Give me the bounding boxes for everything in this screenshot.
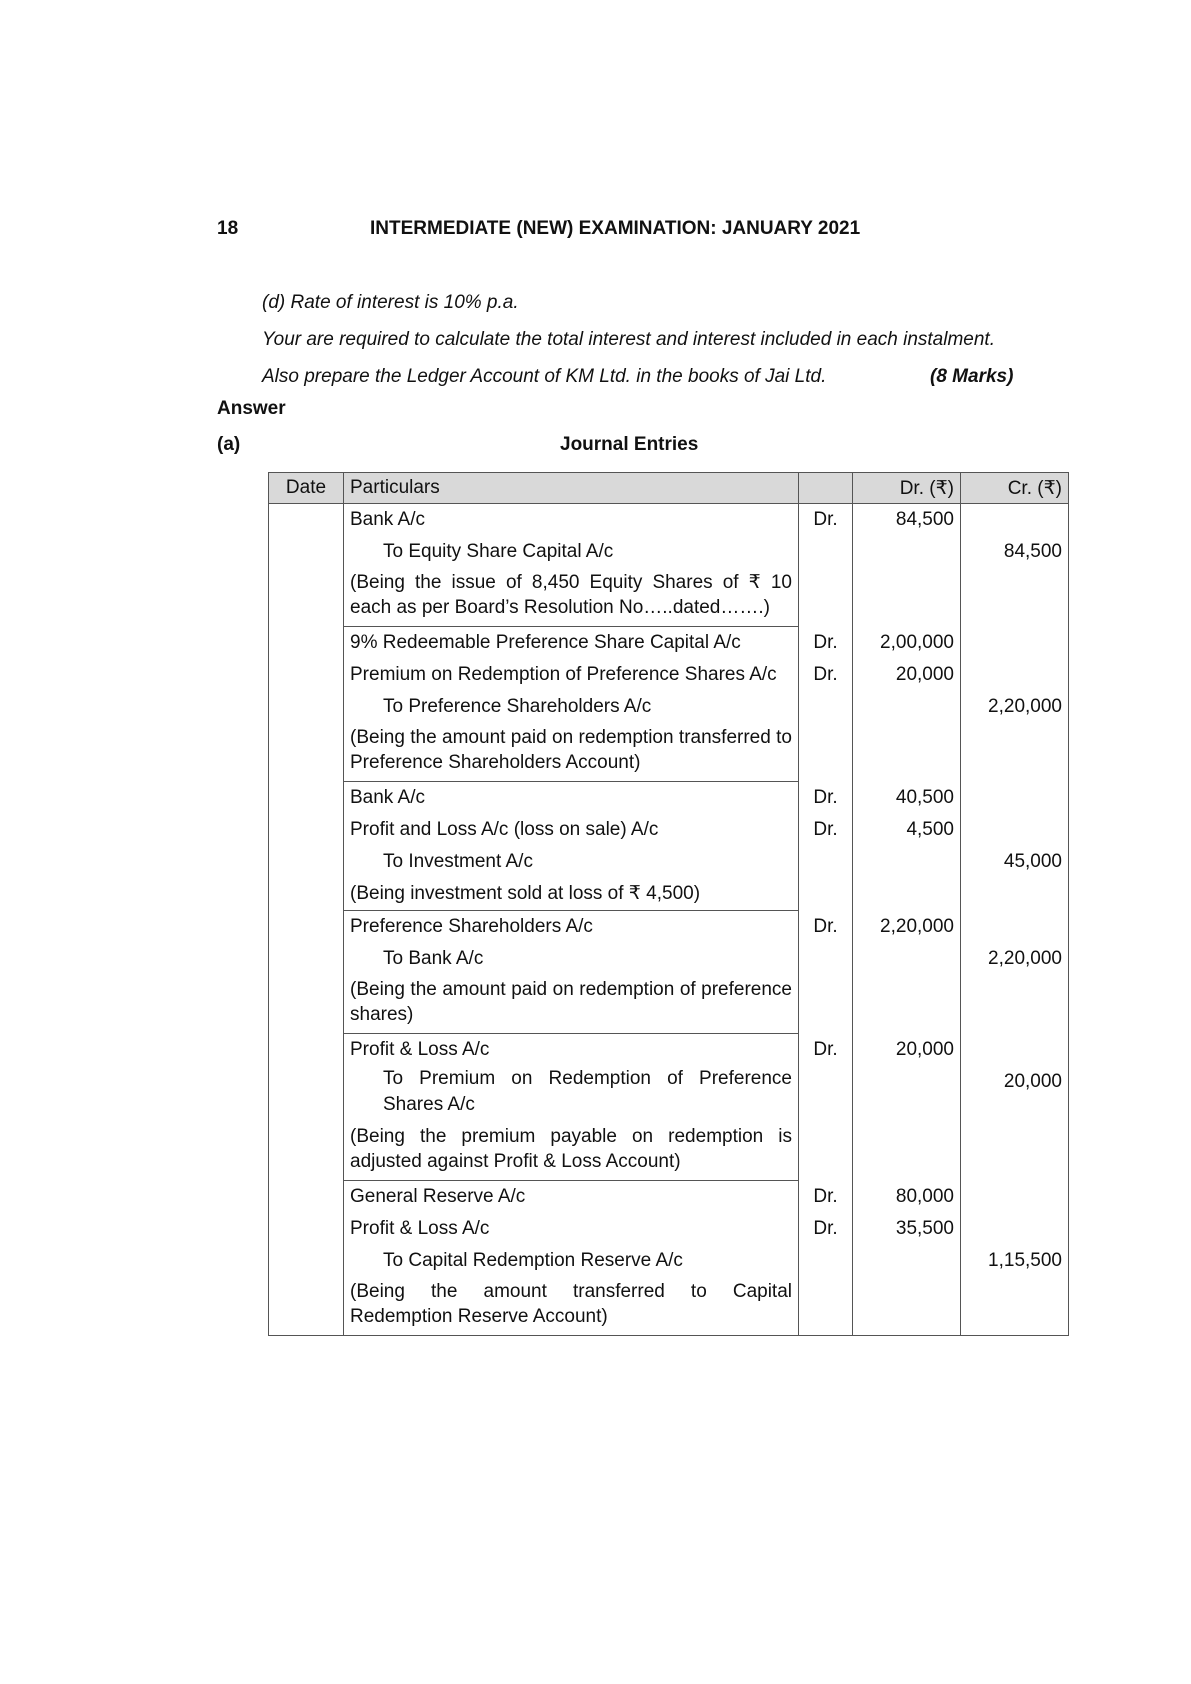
debit-amount-cell (853, 782, 961, 911)
credit-amount-cell (961, 1181, 1069, 1336)
date-cell (269, 627, 344, 782)
journal-entry (269, 1181, 1069, 1336)
particulars-cell (344, 1181, 799, 1336)
credit-account: To Investment A/c (383, 851, 533, 872)
header-particulars: Particulars (344, 473, 799, 504)
dr-marker-cell (799, 911, 853, 1034)
debit-account: Bank A/c (350, 787, 425, 808)
debit-amount: 80,000 (895, 1185, 954, 1207)
dr-marker: Dr. (813, 509, 838, 530)
debit-amount-cell (853, 1034, 961, 1181)
date-cell (269, 782, 344, 911)
dr-marker: Dr. (813, 818, 838, 840)
question-line-1: Your are required to calculate the total interest and interest included in each instalment. (262, 329, 995, 350)
debit-amount: 35,500 (895, 1217, 954, 1239)
narration: (Being investment sold at loss of ₹ 4,500) (350, 883, 701, 904)
marks-label: (8 Marks) (930, 366, 1014, 387)
header-credit: Cr. (₹) (961, 473, 1069, 504)
credit-account: To Premium on Redemption of Preference Shares A/c (383, 1068, 792, 1115)
debit-account: Bank A/c (350, 509, 425, 530)
debit-amount: 40,500 (895, 786, 954, 808)
question-line-2: Also prepare the Ledger Account of KM Ltd. in the books of Jai Ltd. (262, 366, 827, 387)
debit-account: 9% Redeemable Preference Share Capital A/c (350, 632, 741, 653)
journal-entry (269, 911, 1069, 1034)
page-title: INTERMEDIATE (NEW) EXAMINATION: JANUARY 2021 (370, 218, 861, 239)
page-number: 18 (217, 218, 239, 239)
debit-amount: 20,000 (895, 663, 954, 685)
debit-amount-cell (853, 504, 961, 627)
debit-amount-cell (853, 627, 961, 782)
credit-amount: 84,500 (1003, 541, 1062, 562)
dr-marker-cell (799, 782, 853, 911)
credit-account: To Bank A/c (383, 948, 484, 969)
credit-amount: 20,000 (1003, 1070, 1062, 1092)
credit-amount: 1,15,500 (988, 1249, 1062, 1271)
debit-amount: 84,500 (895, 509, 954, 530)
dr-marker: Dr. (813, 786, 838, 808)
narration: (Being the premium payable on redemption is adjusted against Profit & Loss Account) (350, 1126, 792, 1172)
narration: (Being the amount transferred to Capital Redemption Reserve Account) (350, 1281, 792, 1327)
particulars-cell (344, 782, 799, 911)
credit-amount-cell (961, 911, 1069, 1034)
particulars-cell (344, 504, 799, 627)
journal-title: Journal Entries (560, 434, 699, 455)
header-dr-marker (799, 473, 853, 504)
journal-table (268, 472, 1069, 1336)
journal-entry (269, 504, 1069, 627)
dr-marker-cell (799, 627, 853, 782)
narration: (Being the amount paid on redemption of preference shares) (350, 979, 792, 1025)
table-header-row (269, 473, 1069, 504)
part-label: (a) (217, 434, 241, 455)
credit-account: To Capital Redemption Reserve A/c (383, 1250, 683, 1271)
date-cell (269, 504, 344, 627)
credit-amount-cell (961, 1034, 1069, 1181)
debit-amount: 4,500 (906, 818, 954, 840)
credit-amount-cell (961, 504, 1069, 627)
dr-marker: Dr. (813, 1217, 838, 1239)
journal-entry (269, 1034, 1069, 1181)
question-item-d: (d) Rate of interest is 10% p.a. (262, 292, 519, 313)
date-cell (269, 911, 344, 1034)
debit-amount: 20,000 (895, 1038, 954, 1060)
dr-marker: Dr. (813, 663, 838, 685)
date-cell (269, 1034, 344, 1181)
debit-account: Profit and Loss A/c (loss on sale) A/c (350, 819, 659, 840)
debit-amount-cell (853, 1181, 961, 1336)
debit-account: Premium on Redemption of Preference Shares A/c (350, 664, 777, 685)
debit-account: General Reserve A/c (350, 1186, 526, 1207)
dr-marker: Dr. (813, 915, 838, 937)
header-debit: Dr. (₹) (853, 473, 961, 504)
credit-account: To Equity Share Capital A/c (383, 541, 614, 562)
dr-marker: Dr. (813, 1185, 838, 1207)
credit-amount: 2,20,000 (988, 947, 1062, 969)
debit-amount: 2,20,000 (880, 915, 954, 937)
narration: (Being the amount paid on redemption transferred to Preference Shareholders Account) (350, 727, 792, 773)
dr-marker-cell (799, 504, 853, 627)
particulars-cell (344, 911, 799, 1034)
dr-marker-cell (799, 1034, 853, 1181)
particulars-cell (344, 1034, 799, 1181)
journal-entry (269, 627, 1069, 782)
dr-marker: Dr. (813, 631, 838, 653)
credit-amount-cell (961, 782, 1069, 911)
debit-amount-cell (853, 911, 961, 1034)
header-date: Date (269, 473, 344, 504)
credit-amount-cell (961, 627, 1069, 782)
debit-amount: 2,00,000 (880, 631, 954, 653)
debit-account: Profit & Loss A/c (350, 1218, 490, 1239)
credit-amount: 45,000 (1003, 850, 1062, 872)
answer-heading: Answer (217, 398, 286, 419)
credit-amount: 2,20,000 (988, 695, 1062, 717)
dr-marker: Dr. (813, 1038, 838, 1060)
debit-account: Preference Shareholders A/c (350, 916, 593, 937)
dr-marker-cell (799, 1181, 853, 1336)
credit-account: To Preference Shareholders A/c (383, 696, 652, 717)
journal-entry (269, 782, 1069, 911)
date-cell (269, 1181, 344, 1336)
narration: (Being the issue of 8,450 Equity Shares of ₹ 10 each as per Board’s Resolution No…..dated…….) (350, 572, 792, 618)
particulars-cell (344, 627, 799, 782)
debit-account: Profit & Loss A/c (350, 1039, 490, 1060)
